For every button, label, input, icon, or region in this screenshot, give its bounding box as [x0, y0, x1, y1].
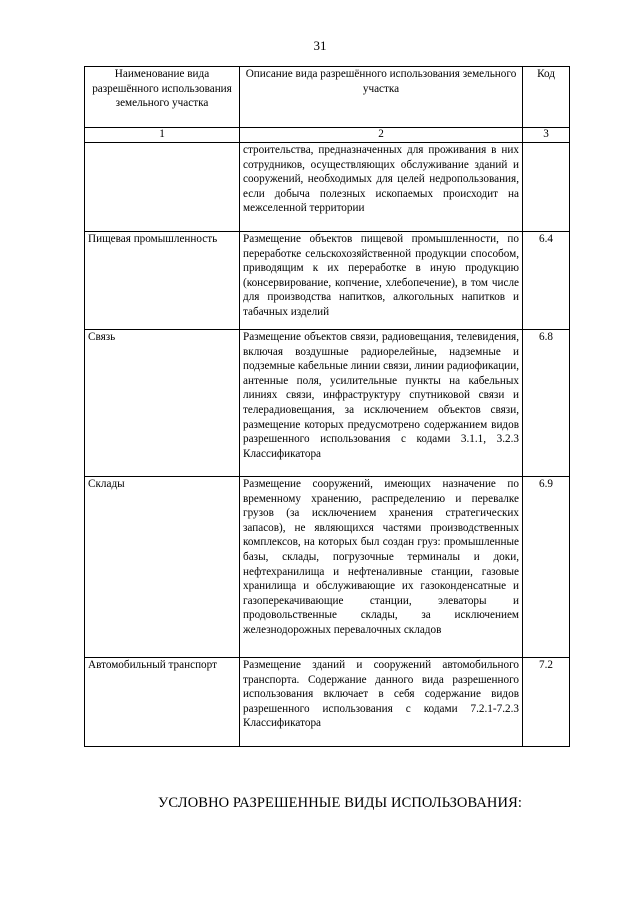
- section-heading: УСЛОВНО РАЗРЕШЕННЫЕ ВИДЫ ИСПОЛЬЗОВАНИЯ:: [158, 795, 522, 811]
- row-code: 6.4: [523, 232, 570, 330]
- row-name: [85, 143, 240, 232]
- row-name: Склады: [85, 477, 240, 658]
- table-row: [85, 658, 570, 747]
- column-number: 1: [85, 128, 240, 143]
- row-name: Автомобильный транспорт: [85, 658, 240, 747]
- row-description: Размещение зданий и сооружений автомобильного транспорта. Содержание данного вида разрешенного использования включает в себя содержание видов разрешенного использования с кодами 7.2.1-7.2.3 Классификатора: [240, 658, 523, 747]
- page-number: 31: [313, 38, 327, 53]
- column-number: 2: [240, 128, 523, 143]
- table-row: [85, 330, 570, 477]
- row-description: Размещение объектов связи, радиовещания, телевидения, включая воздушные радиорелейные, надземные и подземные кабельные линии связи, линии радиофикации, антенные поля, усилительные пункты на кабельных линиях связи, инфраструктуру спутниковой связи и телерадиовещания, за исключением объектов связи, размещение которых предусмотрено содержанием видов разрешенного использования с кодами 3.1.1, 3.2.3 Классификатора: [240, 330, 523, 477]
- table-row: [85, 232, 570, 330]
- row-description: Размещение сооружений, имеющих назначение по временному хранению, распределению и перевалке грузов (за исключением хранения стратегических запасов), не являющихся частями производственных комплексов, на которых был создан груз: промышленные базы, склады, погрузочные терминалы и доки, нефтехранилища и нефтеналивные станции, газовые хранилища и обслуживающие их газоконденсатные и газоперекачивающие станции, элеваторы и продовольственные склады, за исключением железнодорожных перевалочных складов: [240, 477, 523, 658]
- header-description: Описание вида разрешённого использования земельного участка: [240, 67, 523, 128]
- row-name: Пищевая промышленность: [85, 232, 240, 330]
- row-description: строительства, предназначенных для проживания в них сотрудников, осуществляющих обслуживание зданий и сооружений, необходимых для целей недропользования, если добыча полезных ископаемых происходит на межселенной территории: [240, 143, 523, 232]
- table-row: [85, 477, 570, 658]
- row-description: Размещение объектов пищевой промышленности, по переработке сельскохозяйственной продукции способом, приводящим к их переработке в иную продукцию (консервирование, копчение, хлебопечение), в том числе для производства напитков, алкогольных напитков и табачных изделий: [240, 232, 523, 330]
- row-code: 7.2: [523, 658, 570, 747]
- header-code: Код: [523, 67, 570, 128]
- table-header-row: [85, 67, 570, 128]
- column-number: 3: [523, 128, 570, 143]
- row-code: 6.9: [523, 477, 570, 658]
- land-use-table: [84, 66, 570, 747]
- row-code: [523, 143, 570, 232]
- header-name: Наименование вида разрешённого использования земельного участка: [85, 67, 240, 128]
- table-row: [85, 143, 570, 232]
- row-code: 6.8: [523, 330, 570, 477]
- column-number-row: [85, 128, 570, 143]
- row-name: Связь: [85, 330, 240, 477]
